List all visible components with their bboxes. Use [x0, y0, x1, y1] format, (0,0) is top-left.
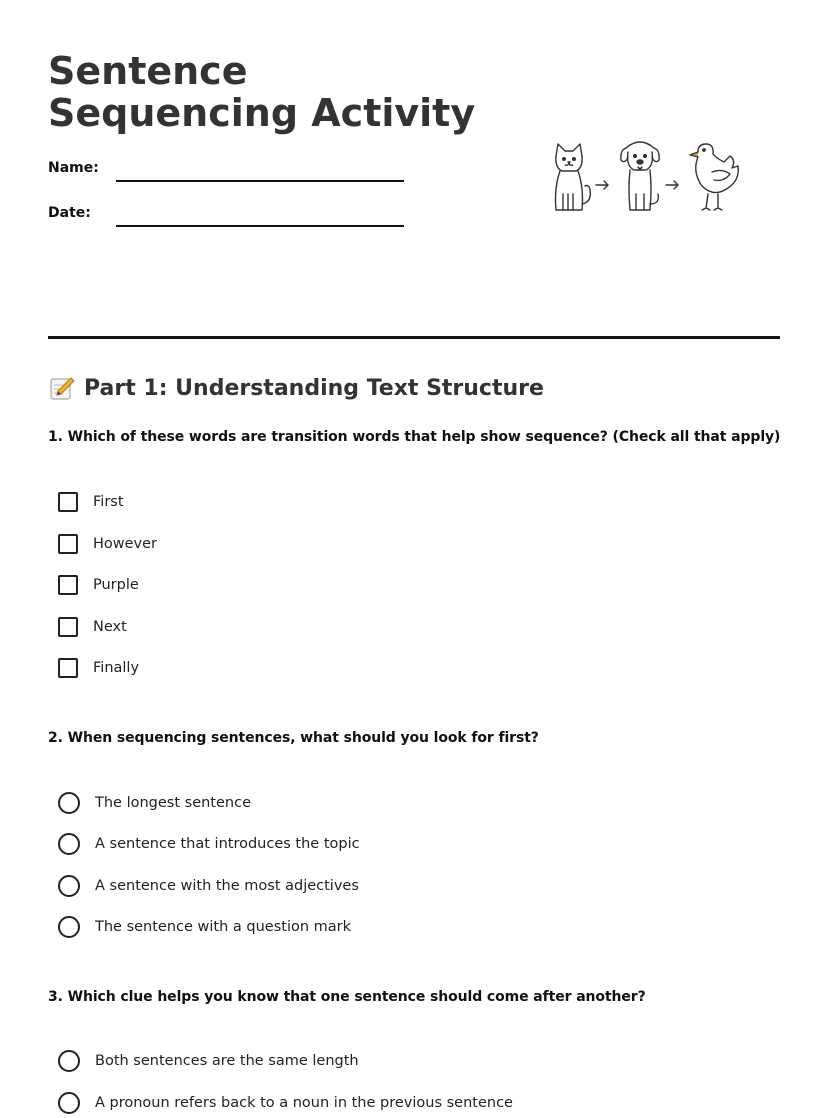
option-label: A pronoun refers back to a noun in the previous sentence	[95, 1095, 513, 1111]
option-label: Next	[93, 619, 127, 635]
option-label: Purple	[93, 577, 139, 593]
question-1-option-next[interactable]	[58, 615, 127, 639]
question-2-text: 2. When sequencing sentences, what should you look for first?	[48, 730, 539, 746]
question-1-option-first[interactable]	[58, 490, 124, 514]
radio-button[interactable]	[58, 916, 80, 938]
question-2-option-introduces[interactable]	[58, 832, 360, 856]
option-label: First	[93, 494, 124, 510]
question-2-option-adjectives[interactable]	[58, 874, 359, 898]
option-label: However	[93, 536, 158, 552]
option-label: A sentence that introduces the topic	[95, 836, 360, 852]
memo-icon	[48, 374, 76, 402]
name-field[interactable]	[116, 180, 404, 182]
date-label: Date:	[48, 205, 91, 221]
page-title: Sentence Sequencing Activity	[48, 49, 476, 135]
option-label: A sentence with the most adjectives	[95, 878, 359, 894]
section-divider	[48, 336, 780, 339]
option-label: Finally	[93, 660, 140, 676]
part1-heading-text: Part 1: Understanding Text Structure	[84, 375, 544, 401]
checkbox[interactable]	[58, 575, 78, 595]
name-label: Name:	[48, 160, 99, 176]
question-1-text: 1. Which of these words are transition words that help show sequence? (Check all that apply)	[48, 429, 781, 445]
option-label: The sentence with a question mark	[95, 919, 352, 935]
arrow-right-icon	[666, 181, 678, 189]
checkbox[interactable]	[58, 534, 78, 554]
date-field[interactable]	[116, 225, 404, 227]
question-3-text: 3. Which clue helps you know that one sentence should come after another?	[48, 989, 646, 1005]
arrow-right-icon	[596, 181, 608, 189]
question-2-option-longest[interactable]	[58, 791, 251, 815]
checkbox[interactable]	[58, 492, 78, 512]
question-1-option-purple[interactable]	[58, 573, 139, 597]
animal-sequence-illustration	[546, 138, 746, 220]
part1-heading	[48, 374, 544, 402]
option-label: Both sentences are the same length	[95, 1053, 359, 1069]
radio-button[interactable]	[58, 1092, 80, 1114]
dog-icon	[621, 142, 659, 210]
checkbox[interactable]	[58, 658, 78, 678]
radio-button[interactable]	[58, 1050, 80, 1072]
question-1-option-however[interactable]	[58, 532, 157, 556]
question-3-option-pronoun[interactable]	[58, 1091, 513, 1115]
radio-button[interactable]	[58, 875, 80, 897]
question-3-option-same-length[interactable]	[58, 1049, 359, 1073]
radio-button[interactable]	[58, 833, 80, 855]
question-1-option-finally[interactable]	[58, 656, 139, 680]
question-2-option-question-mark[interactable]	[58, 915, 351, 939]
option-label: The longest sentence	[95, 795, 251, 811]
radio-button[interactable]	[58, 792, 80, 814]
bird-icon	[690, 144, 738, 210]
checkbox[interactable]	[58, 617, 78, 637]
cat-icon	[556, 144, 591, 210]
